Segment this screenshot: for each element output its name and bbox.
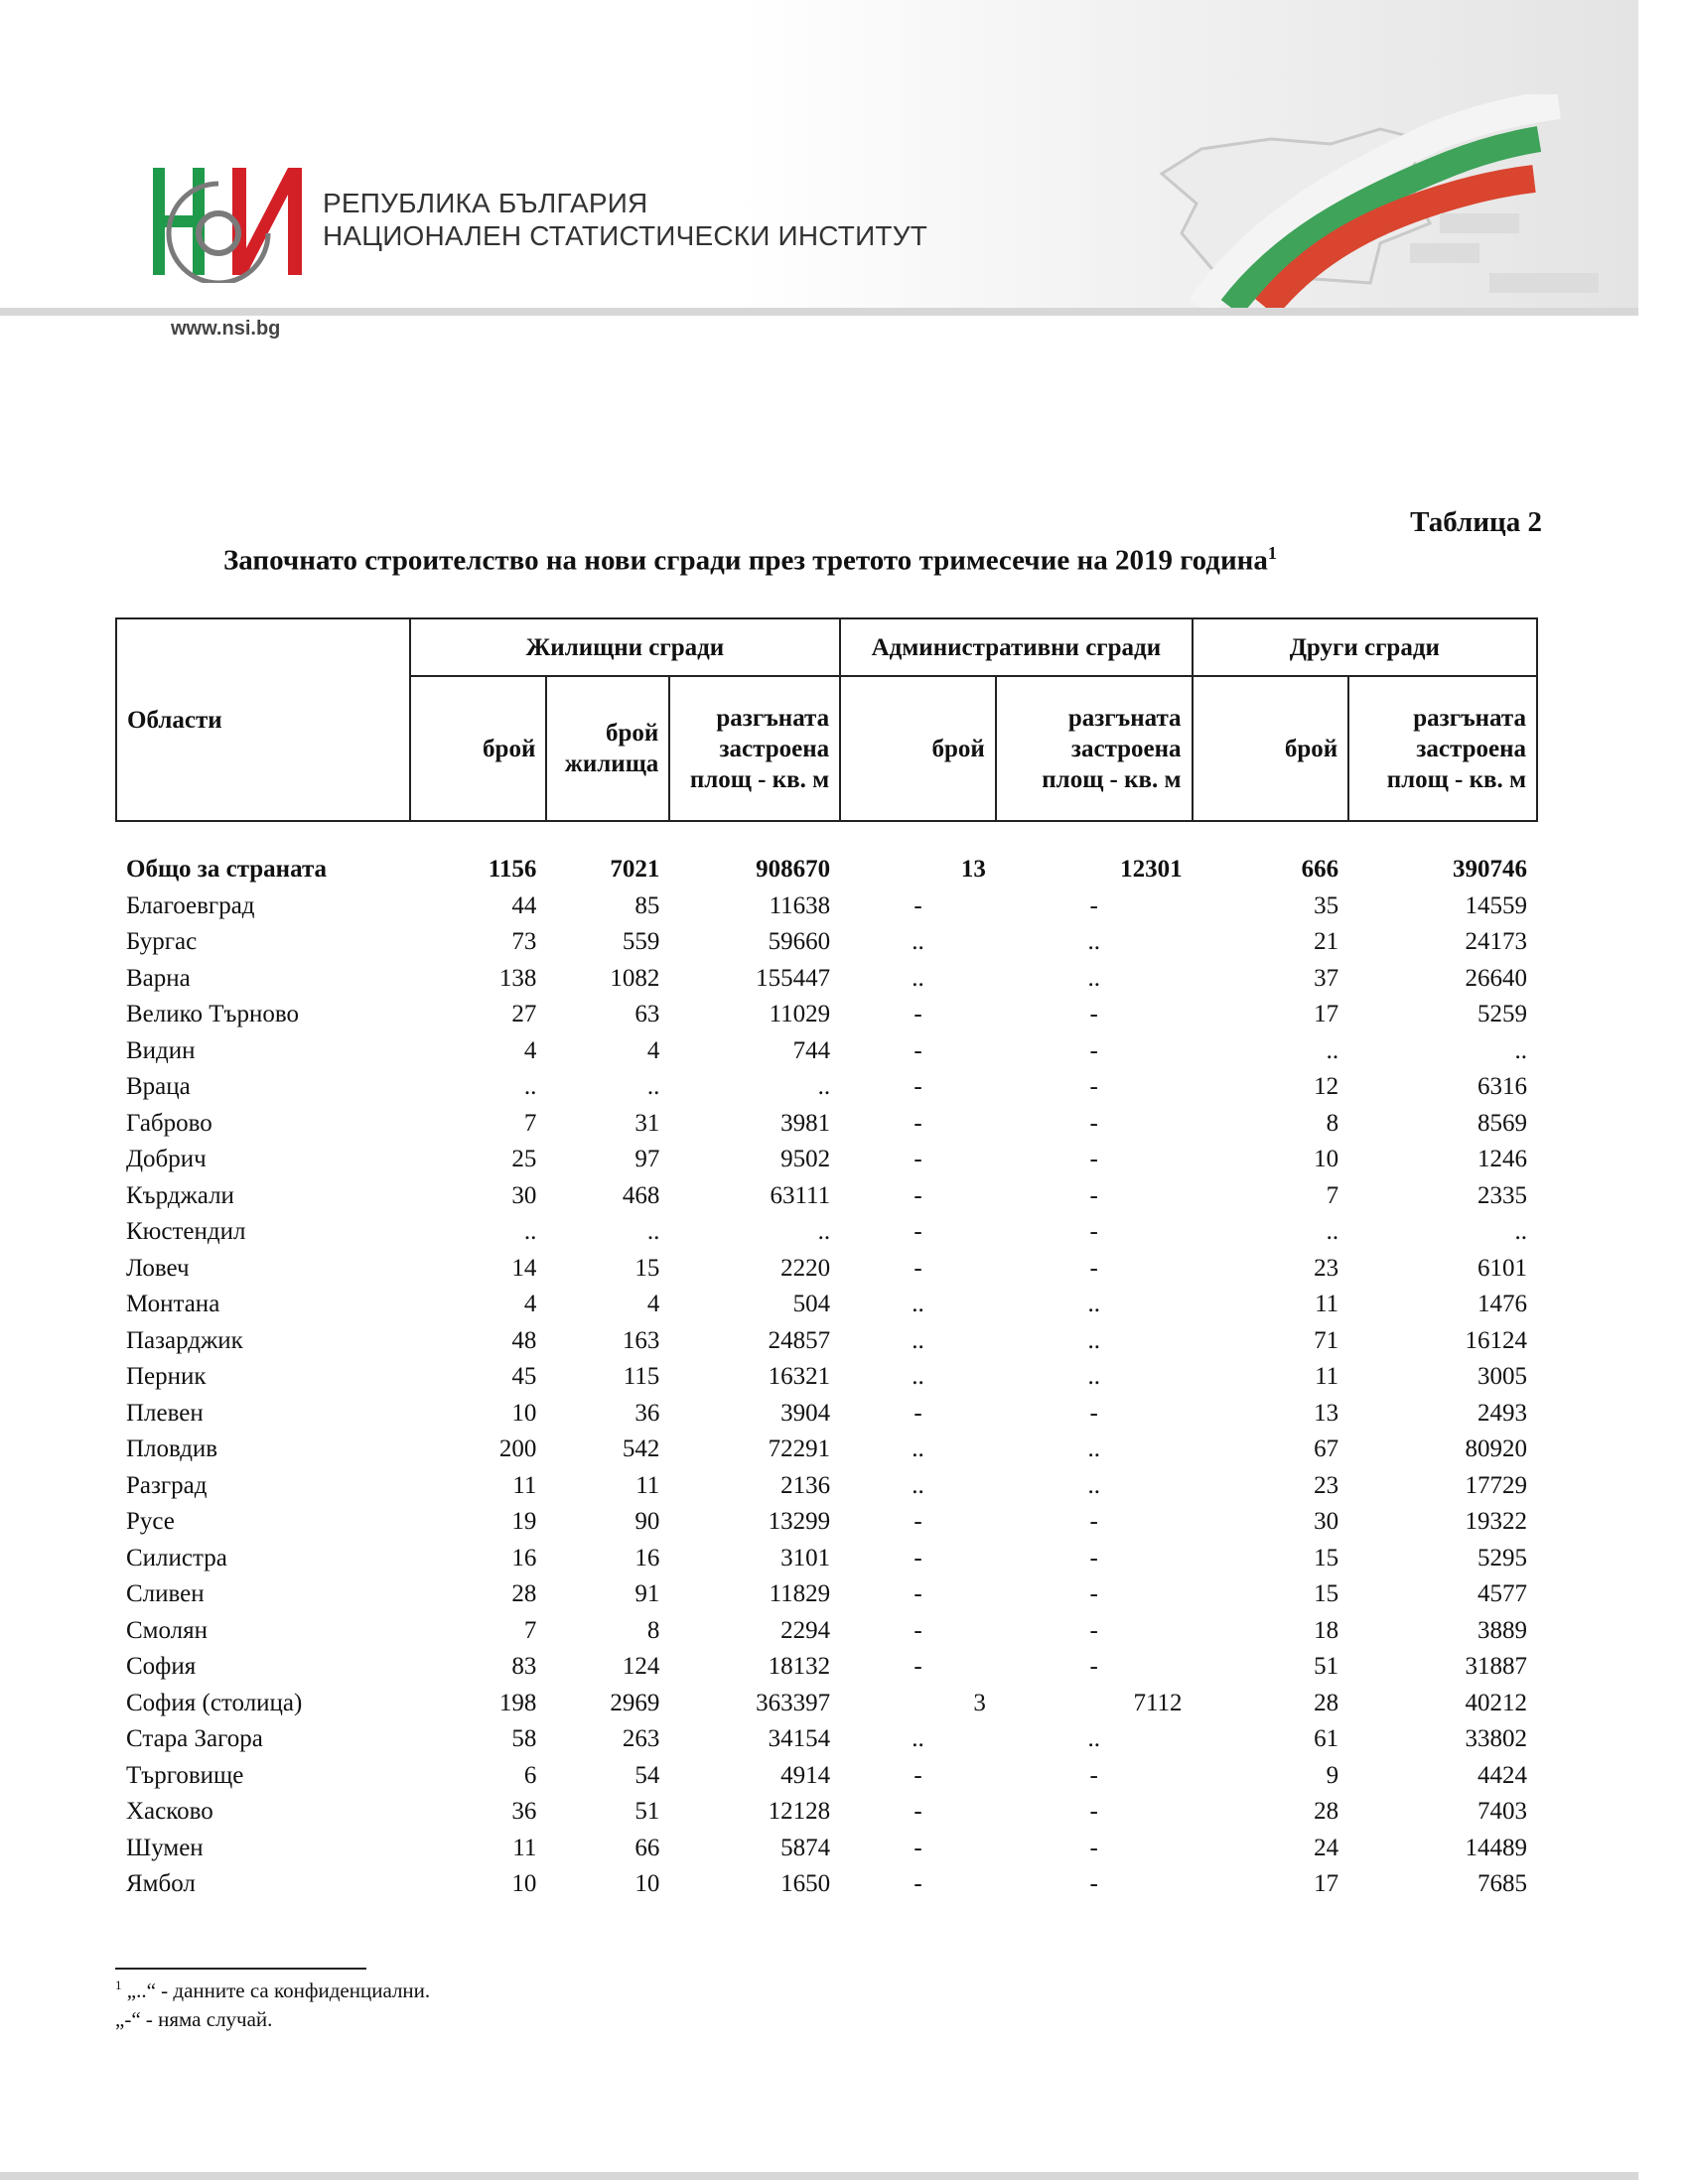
cell-res-dwellings: 63 <box>634 1001 660 1028</box>
cell-adm-count: .. <box>912 964 924 992</box>
cell-res-count: 7 <box>523 1616 537 1644</box>
table-row <box>116 1504 1537 1541</box>
cell-oth-count: 23 <box>1314 1471 1339 1499</box>
cell-adm-count: - <box>914 1834 922 1861</box>
cell-adm-area: .. <box>1087 1326 1100 1354</box>
cell-res-area: 34154 <box>768 1725 831 1753</box>
header-banner <box>0 0 1638 316</box>
cell-oth-count: 23 <box>1314 1254 1339 1282</box>
table-row <box>116 1866 1537 1903</box>
row-name: Видин <box>126 1036 196 1064</box>
footnote-mark: 1 <box>115 1978 122 1992</box>
cell-adm-area: - <box>1089 891 1098 919</box>
cell-oth-area: 26640 <box>1465 964 1527 992</box>
cell-adm-area: - <box>1089 1181 1098 1209</box>
cell-res-dwellings: 468 <box>622 1181 660 1209</box>
cell-res-area: 11029 <box>769 1001 831 1028</box>
cell-res-area: 72291 <box>768 1435 831 1463</box>
cell-res-dwellings: 91 <box>634 1580 660 1608</box>
cell-oth-area: 5259 <box>1477 1001 1527 1028</box>
cell-res-area: 4914 <box>780 1761 831 1789</box>
table-row <box>116 1142 1537 1178</box>
row-name: Бургас <box>126 928 198 956</box>
cell-adm-area: .. <box>1087 1725 1100 1753</box>
cell-res-dwellings: 163 <box>622 1326 660 1354</box>
cell-adm-count: - <box>914 1616 922 1644</box>
cell-adm-area: - <box>1089 1580 1098 1608</box>
cell-oth-area: 390746 <box>1453 856 1527 884</box>
cell-oth-area: 16124 <box>1465 1326 1527 1354</box>
cell-oth-area: 80920 <box>1465 1435 1527 1463</box>
cell-res-dwellings: 115 <box>623 1363 660 1391</box>
cell-adm-count: - <box>914 1073 922 1101</box>
cell-res-count: 1156 <box>488 856 537 884</box>
table-row <box>116 1576 1537 1613</box>
row-name: Смолян <box>126 1616 209 1644</box>
cell-oth-count: 21 <box>1314 928 1339 956</box>
cell-adm-area: .. <box>1087 1363 1100 1391</box>
col-header-oth-area: разгъната застроена площ - кв. м <box>1348 676 1537 821</box>
table-number: Таблица 2 <box>1410 506 1542 538</box>
cell-oth-area: 19322 <box>1465 1508 1527 1536</box>
row-name: Добрич <box>126 1146 207 1173</box>
cell-res-dwellings: 124 <box>622 1653 660 1681</box>
table-row <box>116 1541 1537 1577</box>
cell-oth-count: 51 <box>1314 1653 1339 1681</box>
org-name-line2: НАЦИОНАЛЕН СТАТИСТИЧЕСКИ ИНСТИТУТ <box>323 220 928 251</box>
cell-oth-area: .. <box>1514 1218 1527 1246</box>
cell-adm-area: - <box>1089 1254 1098 1282</box>
row-name: Хасково <box>126 1798 213 1826</box>
cell-adm-area: - <box>1089 1653 1098 1681</box>
cell-res-count: 198 <box>498 1689 537 1716</box>
cell-res-count: 27 <box>511 1001 537 1028</box>
cell-oth-count: 13 <box>1314 1399 1339 1427</box>
cell-oth-count: 37 <box>1314 964 1339 992</box>
cell-adm-area: 7112 <box>1133 1689 1183 1716</box>
cell-adm-count: 3 <box>973 1689 986 1716</box>
row-name: Ямбол <box>126 1870 196 1898</box>
table-row <box>116 924 1537 961</box>
cell-oth-count: 15 <box>1314 1544 1339 1571</box>
row-name: Варна <box>126 964 191 992</box>
cell-adm-area: - <box>1089 1218 1098 1246</box>
cell-res-count: 11 <box>512 1834 537 1861</box>
cell-res-area: 363397 <box>756 1689 831 1716</box>
cell-res-area: 63111 <box>770 1181 831 1209</box>
cell-res-dwellings: 8 <box>646 1616 660 1644</box>
cell-oth-count: .. <box>1326 1036 1339 1064</box>
cell-adm-area: .. <box>1087 1471 1100 1499</box>
row-name: Разград <box>126 1471 208 1499</box>
cell-adm-count: - <box>914 1036 922 1064</box>
row-name: Враца <box>126 1073 191 1101</box>
cell-res-dwellings: 11 <box>635 1471 660 1499</box>
cell-res-dwellings: 2969 <box>610 1689 660 1716</box>
cell-res-area: 3904 <box>780 1399 831 1427</box>
cell-oth-area: 33802 <box>1465 1725 1527 1753</box>
table-row <box>116 1758 1537 1795</box>
table-row <box>116 1106 1537 1143</box>
cell-oth-count: 666 <box>1301 856 1339 884</box>
row-name: Кърджали <box>126 1181 234 1209</box>
row-name: Шумен <box>126 1834 204 1861</box>
cell-adm-area: - <box>1089 1761 1098 1789</box>
cell-oth-area: 14489 <box>1465 1834 1527 1861</box>
construction-table <box>115 617 1538 1903</box>
cell-adm-count: - <box>914 891 922 919</box>
cell-res-dwellings: 31 <box>634 1109 660 1137</box>
cell-res-count: .. <box>523 1073 537 1101</box>
cell-oth-area: 6101 <box>1477 1254 1527 1282</box>
cell-oth-area: 2493 <box>1477 1399 1527 1427</box>
cell-oth-area: 5295 <box>1477 1544 1527 1571</box>
row-name: Пловдив <box>126 1435 218 1463</box>
cell-adm-count: - <box>914 1761 922 1789</box>
table-row <box>116 1721 1537 1758</box>
cell-oth-count: 17 <box>1314 1001 1339 1028</box>
cell-res-count: 58 <box>511 1725 537 1753</box>
col-header-res-area: разгъната застроена площ - кв. м <box>669 676 840 821</box>
table-row <box>116 1468 1537 1505</box>
cell-oth-area: 8569 <box>1477 1109 1527 1137</box>
table-title-text: Започнато строителство на нови сгради през третото тримесечие на 2019 година <box>223 544 1268 577</box>
table-row <box>116 1396 1537 1433</box>
cell-res-dwellings: 51 <box>634 1798 660 1826</box>
row-name: Русе <box>126 1508 175 1536</box>
cell-adm-area: - <box>1089 1544 1098 1571</box>
table-row <box>116 961 1537 998</box>
table-row <box>116 1069 1537 1106</box>
row-name: Сливен <box>126 1580 205 1608</box>
cell-adm-count: - <box>914 1254 922 1282</box>
cell-oth-count: 12 <box>1314 1073 1339 1101</box>
cell-adm-count: - <box>914 1653 922 1681</box>
cell-adm-area: - <box>1089 1834 1098 1861</box>
cell-res-dwellings: 10 <box>634 1870 660 1898</box>
table-row <box>116 1613 1537 1650</box>
footnote-rule <box>115 1968 366 1970</box>
cell-res-dwellings: 1082 <box>610 964 660 992</box>
cell-res-count: 16 <box>511 1544 537 1571</box>
cell-res-count: 14 <box>511 1254 537 1282</box>
cell-adm-area: - <box>1089 1798 1098 1826</box>
cell-res-count: 138 <box>498 964 537 992</box>
cell-adm-count: .. <box>912 1291 924 1318</box>
org-name-line1: РЕПУБЛИКА БЪЛГАРИЯ <box>323 188 648 218</box>
cell-oth-count: 71 <box>1314 1326 1339 1354</box>
cell-adm-area: .. <box>1087 964 1100 992</box>
cell-adm-count: .. <box>912 1435 924 1463</box>
cell-res-count: 10 <box>511 1399 537 1427</box>
cell-oth-count: 15 <box>1314 1580 1339 1608</box>
cell-res-area: 11638 <box>769 891 831 919</box>
table-row <box>116 1287 1537 1323</box>
cell-res-count: 10 <box>511 1870 537 1898</box>
cell-adm-area: - <box>1089 1109 1098 1137</box>
table-row <box>116 888 1537 925</box>
cell-oth-count: 24 <box>1314 1834 1339 1861</box>
cell-res-dwellings: 559 <box>622 928 660 956</box>
cell-adm-area: - <box>1089 1870 1098 1898</box>
nsi-logo-icon <box>149 164 308 283</box>
row-name: Велико Търново <box>126 1001 299 1028</box>
row-name: Пазарджик <box>126 1326 243 1354</box>
cell-res-dwellings: 263 <box>622 1725 660 1753</box>
cell-res-count: 6 <box>523 1761 537 1789</box>
table-body <box>116 821 1537 1903</box>
cell-oth-area: 2335 <box>1477 1181 1527 1209</box>
cell-oth-count: 7 <box>1326 1181 1339 1209</box>
cell-oth-count: 9 <box>1326 1761 1339 1789</box>
cell-adm-area: .. <box>1087 1435 1100 1463</box>
cell-res-area: 13299 <box>768 1508 831 1536</box>
cell-adm-count: - <box>914 1218 922 1246</box>
table-row <box>116 1359 1537 1396</box>
bottom-bar <box>0 2172 1638 2180</box>
cell-oth-area: .. <box>1514 1036 1527 1064</box>
cell-adm-count: .. <box>912 1326 924 1354</box>
cell-res-area: 3981 <box>780 1109 831 1137</box>
cell-res-area: 18132 <box>768 1653 831 1681</box>
cell-adm-count: .. <box>912 928 924 956</box>
table-row <box>116 1323 1537 1360</box>
cell-adm-count: .. <box>912 1725 924 1753</box>
cell-adm-area: - <box>1089 1616 1098 1644</box>
cell-adm-area: .. <box>1087 928 1100 956</box>
cell-oth-count: 28 <box>1314 1689 1339 1716</box>
table-row <box>116 1649 1537 1686</box>
table-title <box>223 543 1277 578</box>
cell-adm-count: - <box>914 1870 922 1898</box>
cell-res-count: 45 <box>511 1363 537 1391</box>
cell-adm-area: 12301 <box>1120 856 1183 884</box>
footnote-confidential <box>115 1971 430 2005</box>
cell-oth-area: 24173 <box>1465 928 1527 956</box>
row-name: Стара Загора <box>126 1725 263 1753</box>
row-name: Търговище <box>126 1761 244 1789</box>
table-title-footnote-mark: 1 <box>1267 543 1277 563</box>
table-row <box>116 1214 1537 1251</box>
cell-oth-area: 4424 <box>1477 1761 1527 1789</box>
cell-oth-area: 4577 <box>1477 1580 1527 1608</box>
row-name: Плевен <box>126 1399 204 1427</box>
cell-res-dwellings: 90 <box>634 1508 660 1536</box>
row-name: Благоевград <box>126 891 255 919</box>
cell-res-dwellings: 85 <box>634 891 660 919</box>
cell-adm-count: - <box>914 1181 922 1209</box>
cell-oth-count: 35 <box>1314 891 1339 919</box>
cell-adm-area: - <box>1089 1146 1098 1173</box>
row-name: Кюстендил <box>126 1218 246 1246</box>
cell-res-area: 155447 <box>756 964 831 992</box>
cell-adm-area: - <box>1089 1399 1098 1427</box>
cell-res-count: 30 <box>511 1181 537 1209</box>
cell-oth-count: 17 <box>1314 1870 1339 1898</box>
col-header-oblasti: Области <box>116 618 410 821</box>
cell-oth-area: 3005 <box>1477 1363 1527 1391</box>
cell-adm-area: - <box>1089 1073 1098 1101</box>
cell-res-dwellings: 7021 <box>610 856 660 884</box>
cell-adm-count: - <box>914 1580 922 1608</box>
cell-res-dwellings: 4 <box>646 1036 660 1064</box>
cell-res-area: 2220 <box>780 1254 831 1282</box>
cell-res-area: 1650 <box>780 1870 831 1898</box>
cell-adm-count: 13 <box>960 856 986 884</box>
cell-oth-area: 1476 <box>1477 1291 1527 1318</box>
row-name: София <box>126 1653 197 1681</box>
row-name: Монтана <box>126 1291 220 1318</box>
col-header-oth-count: брой <box>1193 676 1349 821</box>
cell-oth-area: 31887 <box>1465 1653 1527 1681</box>
cell-res-dwellings: 15 <box>634 1254 660 1282</box>
footnotes <box>115 1971 430 2034</box>
cell-res-area: 5874 <box>780 1834 831 1861</box>
cell-res-area: 2136 <box>780 1471 831 1499</box>
cell-res-dwellings: 66 <box>634 1834 660 1861</box>
cell-res-count: 11 <box>512 1471 537 1499</box>
group-header-residential: Жилищни сгради <box>410 618 840 676</box>
cell-oth-area: 14559 <box>1465 891 1527 919</box>
org-name <box>323 187 927 252</box>
cell-oth-count: 61 <box>1314 1725 1339 1753</box>
cell-res-count: 83 <box>511 1653 537 1681</box>
cell-res-dwellings: 542 <box>622 1435 660 1463</box>
cell-adm-count: - <box>914 1109 922 1137</box>
cell-oth-count: 28 <box>1314 1798 1339 1826</box>
cell-adm-count: .. <box>912 1363 924 1391</box>
cell-res-area: 744 <box>792 1036 831 1064</box>
group-header-other: Други сгради <box>1193 618 1537 676</box>
row-name: Ловеч <box>126 1254 190 1282</box>
cell-oth-area: 6316 <box>1477 1073 1527 1101</box>
cell-res-count: .. <box>523 1218 537 1246</box>
cell-res-area: 908670 <box>756 856 831 884</box>
cell-oth-area: 17729 <box>1465 1471 1527 1499</box>
cell-res-dwellings: .. <box>646 1218 660 1246</box>
cell-oth-area: 7685 <box>1477 1870 1527 1898</box>
website-url: www.nsi.bg <box>171 318 281 340</box>
footnote-confidential-text: „..“ - данните са конфиденциални. <box>126 1979 431 2002</box>
cell-oth-count: 18 <box>1314 1616 1339 1644</box>
cell-adm-area: - <box>1089 1036 1098 1064</box>
table-row <box>116 997 1537 1033</box>
cell-res-dwellings: 4 <box>646 1291 660 1318</box>
cell-res-area: 504 <box>792 1291 831 1318</box>
col-header-res-count: брой <box>410 676 547 821</box>
cell-adm-area: .. <box>1087 1291 1100 1318</box>
footnote-no-case: „-“ - няма случай. <box>115 2007 273 2031</box>
row-name: Перник <box>126 1363 207 1391</box>
cell-res-count: 4 <box>523 1291 537 1318</box>
cell-res-count: 200 <box>498 1435 537 1463</box>
cell-adm-count: - <box>914 1399 922 1427</box>
cell-res-count: 36 <box>511 1798 537 1826</box>
cell-oth-count: 30 <box>1314 1508 1339 1536</box>
cell-res-count: 7 <box>523 1109 537 1137</box>
cell-res-area: 59660 <box>768 928 831 956</box>
cell-oth-count: 11 <box>1315 1363 1339 1391</box>
cell-res-dwellings: 16 <box>634 1544 660 1571</box>
cell-res-area: 24857 <box>768 1326 831 1354</box>
cell-res-count: 48 <box>511 1326 537 1354</box>
cell-res-count: 73 <box>511 928 537 956</box>
cell-oth-count: 67 <box>1314 1435 1339 1463</box>
cell-res-count: 25 <box>511 1146 537 1173</box>
cell-adm-count: - <box>914 1001 922 1028</box>
table-row-total <box>116 852 1537 888</box>
row-name: Общо за страната <box>126 856 328 884</box>
cell-oth-area: 3889 <box>1477 1616 1527 1644</box>
cell-adm-count: - <box>914 1798 922 1826</box>
cell-res-area: 3101 <box>780 1544 831 1571</box>
cell-oth-count: 8 <box>1326 1109 1339 1137</box>
bulgaria-map-graphic-icon <box>1142 94 1638 308</box>
cell-oth-count: 11 <box>1315 1291 1339 1318</box>
cell-res-area: 12128 <box>768 1798 831 1826</box>
cell-res-area: 16321 <box>768 1363 831 1391</box>
group-header-administrative: Административни сгради <box>840 618 1192 676</box>
cell-res-count: 28 <box>511 1580 537 1608</box>
table-row <box>116 1251 1537 1288</box>
cell-res-area: .. <box>817 1073 831 1101</box>
cell-res-count: 19 <box>511 1508 537 1536</box>
row-name: София (столица) <box>126 1689 303 1716</box>
row-name: Силистра <box>126 1544 227 1571</box>
col-header-res-dwellings: брой жилища <box>546 676 669 821</box>
cell-adm-count: .. <box>912 1471 924 1499</box>
col-header-adm-area: разгъната застроена площ - кв. м <box>996 676 1193 821</box>
table-row <box>116 1033 1537 1070</box>
cell-res-dwellings: 36 <box>634 1399 660 1427</box>
cell-oth-count: 10 <box>1314 1146 1339 1173</box>
cell-oth-area: 40212 <box>1465 1689 1527 1716</box>
table-row <box>116 1178 1537 1215</box>
table-row <box>116 1831 1537 1867</box>
cell-adm-area: - <box>1089 1508 1098 1536</box>
cell-adm-count: - <box>914 1544 922 1571</box>
table-row <box>116 1686 1537 1722</box>
cell-oth-count: .. <box>1326 1218 1339 1246</box>
cell-res-dwellings: 54 <box>634 1761 660 1789</box>
cell-adm-count: - <box>914 1508 922 1536</box>
cell-res-area: 11829 <box>769 1580 831 1608</box>
cell-adm-count: - <box>914 1146 922 1173</box>
cell-res-count: 4 <box>523 1036 537 1064</box>
cell-oth-area: 1246 <box>1477 1146 1527 1173</box>
cell-res-count: 44 <box>511 891 537 919</box>
table-row <box>116 1794 1537 1831</box>
cell-oth-area: 7403 <box>1477 1798 1527 1826</box>
cell-res-area: 9502 <box>780 1146 831 1173</box>
table-row <box>116 1432 1537 1468</box>
cell-res-area: .. <box>817 1218 831 1246</box>
cell-adm-area: - <box>1089 1001 1098 1028</box>
cell-res-dwellings: 97 <box>634 1146 660 1173</box>
row-name: Габрово <box>126 1109 212 1137</box>
col-header-adm-count: брой <box>840 676 996 821</box>
cell-res-area: 2294 <box>780 1616 831 1644</box>
cell-res-dwellings: .. <box>646 1073 660 1101</box>
